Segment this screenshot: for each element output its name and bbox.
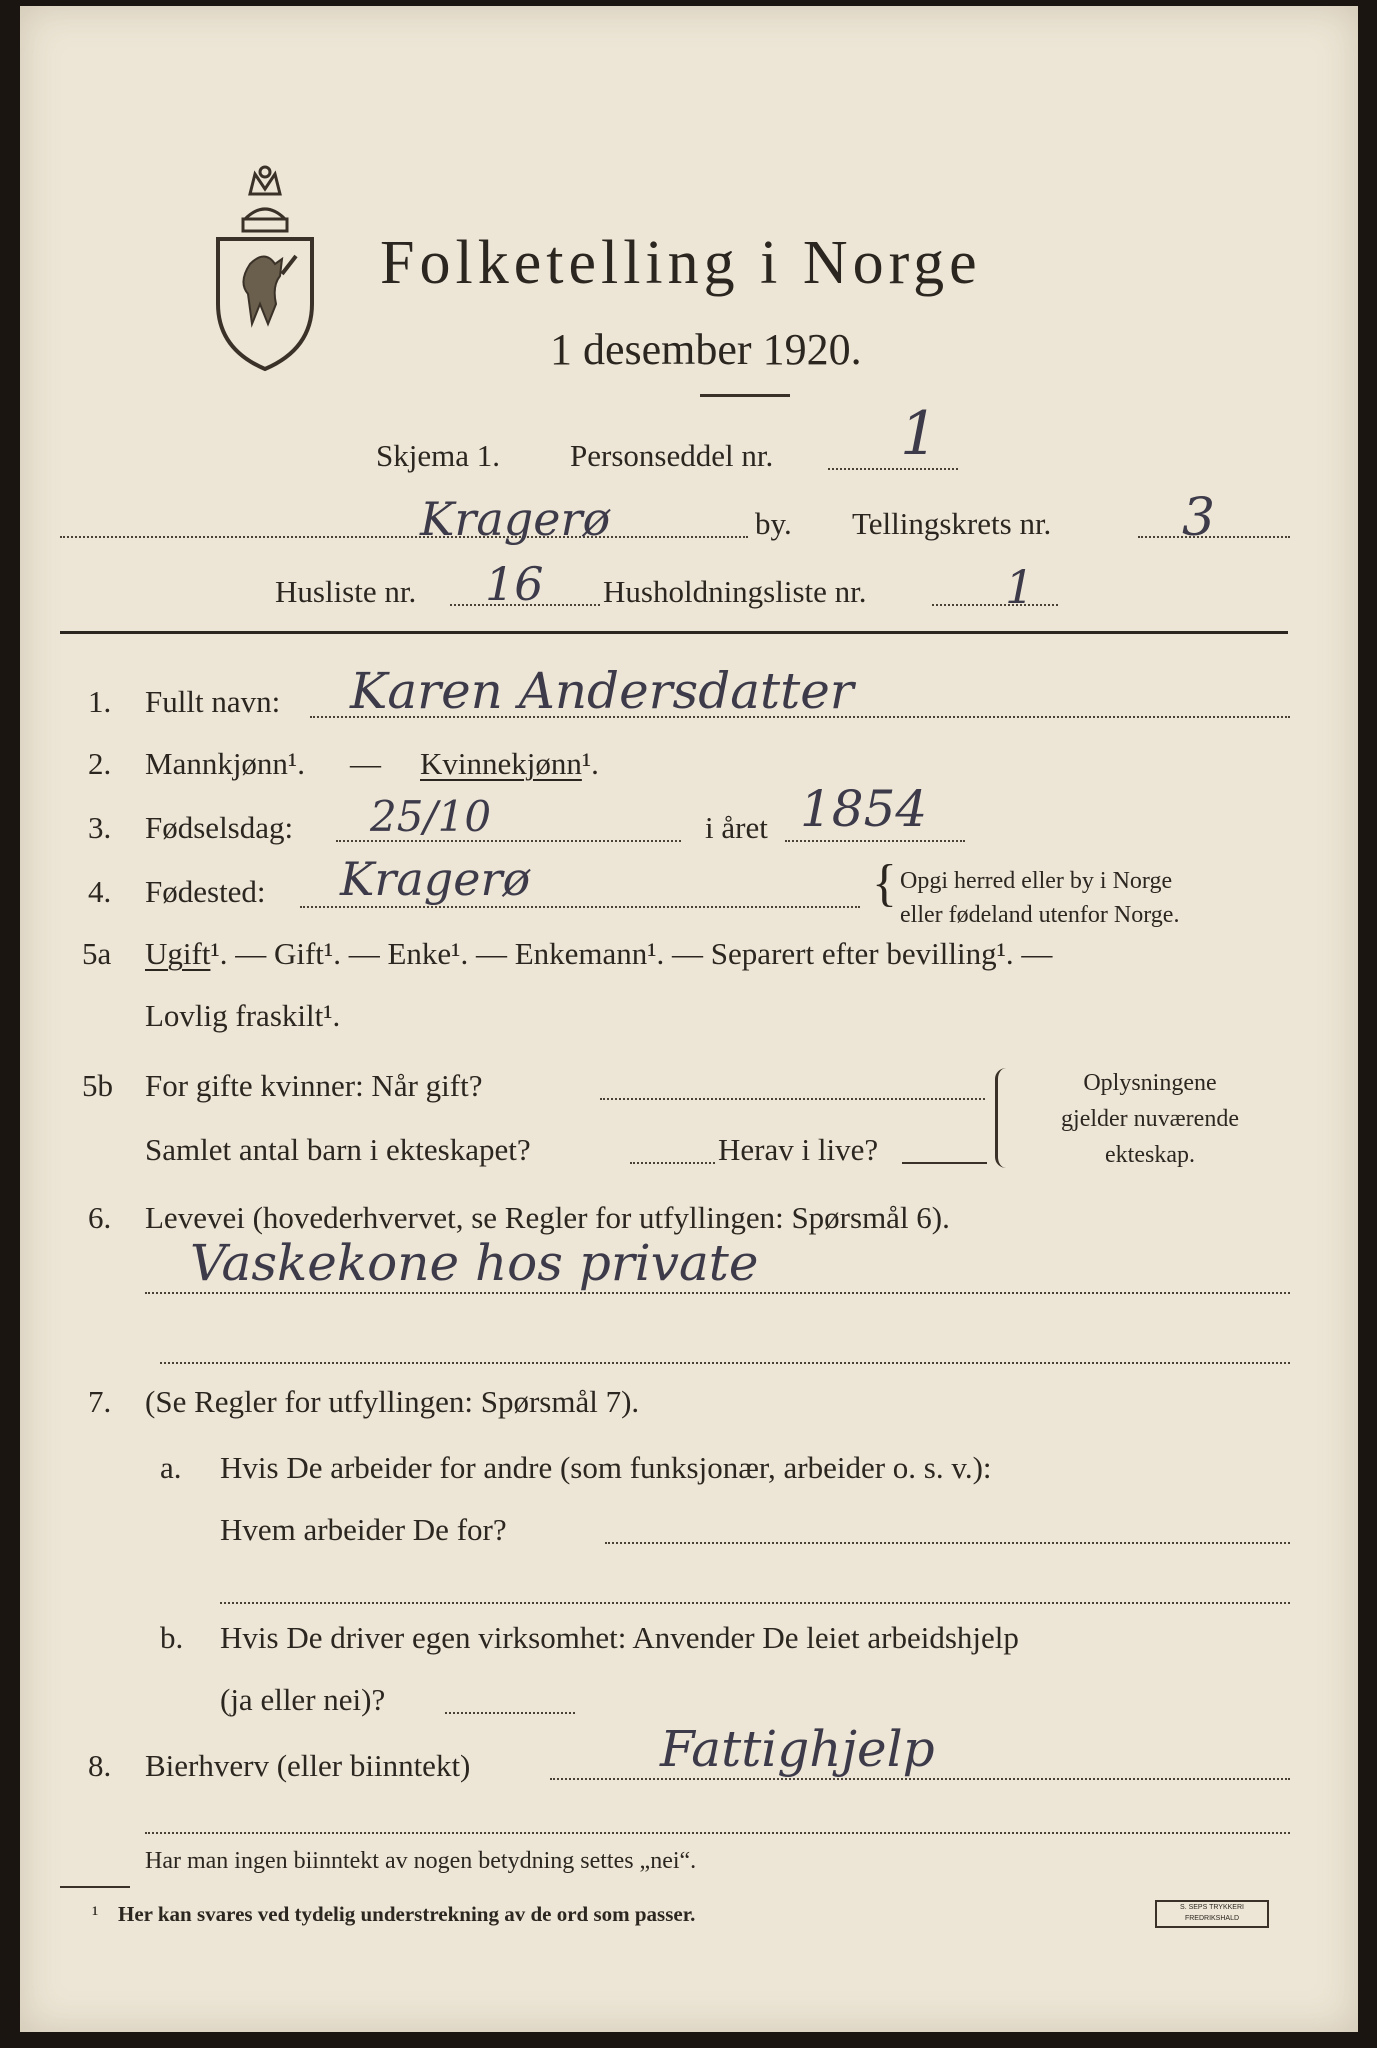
tellingskrets-label: Tellingskrets nr. [852,506,1052,541]
birthday-value[interactable]: 25/10 [370,792,492,841]
year-label: i året [705,810,768,845]
female-option[interactable]: Kvinnekjønn [420,746,582,781]
q4-note-2: eller fødeland utenfor Norge. [900,902,1180,928]
header-rule [60,631,1288,634]
employer-line-1[interactable] [605,1542,1290,1544]
q5b-number: 5b [82,1068,113,1103]
side-income-value[interactable]: Fattighjelp [660,1720,935,1778]
census-form [20,6,1358,2032]
q7a-line-2: Hvem arbeider De for? [220,1512,507,1547]
personseddel-label: Personseddel nr. [570,438,774,473]
q5b-note-1: Oplysningene [1083,1070,1217,1096]
coat-of-arms-icon [210,164,320,374]
husliste-value[interactable]: 16 [485,557,544,611]
personseddel-value[interactable]: 1 [900,399,939,469]
q7a-letter: a. [160,1450,182,1485]
printer-stamp-line-2: FREDRIKSHALD [1184,1915,1240,1922]
printer-stamp-line-1: S. SEPS TRYKKERI [1180,1904,1244,1911]
year-line [785,840,965,842]
q1-number: 1. [88,684,112,719]
q4-note-1: Opgi herred eller by i Norge [900,868,1173,894]
birth-year-value[interactable]: 1854 [800,780,928,838]
occupation-value[interactable]: Vaskekone hos private [190,1234,759,1292]
q4-number: 4. [88,874,112,909]
form-title: Folketelling i Norge [380,229,982,297]
tellingskrets-value[interactable]: 3 [1182,488,1216,548]
alive-count-line[interactable] [902,1162,987,1164]
q5b-label-3: Herav i live? [718,1132,879,1167]
printer-stamp [1155,1900,1269,1928]
q1-label: Fullt navn: [145,684,281,719]
q5a-number: 5a [82,936,112,971]
birthplace-value[interactable]: Kragerø [340,852,531,906]
q7b-line-1: Hvis De driver egen virksomhet: Anvender De leiet arbeidshjelp [220,1620,1019,1655]
q6-line-2[interactable] [160,1362,1290,1364]
footnote-rule [60,1886,130,1888]
q5b-label-2: Samlet antal barn i ekteskapet? [145,1132,531,1167]
q7b-letter: b. [160,1620,184,1655]
q7a-line-1: Hvis De arbeider for andre (som funksjonær, arbeider o. s. v.): [220,1450,992,1485]
lovlig-fraskilt-option[interactable]: Lovlig fraskilt¹. [145,998,341,1033]
q5b-note-2: gjelder nuværende [1061,1106,1239,1132]
by-line [60,536,748,538]
q8-label: Bierhverv (eller biinntekt) [145,1748,471,1783]
q7-label: (Se Regler for utfyllingen: Spørsmål 7). [145,1384,640,1419]
q3-number: 3. [88,810,112,845]
husholdning-label: Husholdningsliste nr. [603,574,867,609]
q7-number: 7. [88,1384,112,1419]
q6-label: Levevei (hovederhvervet, se Regler for utfyllingen: Spørsmål 6). [145,1200,950,1235]
q6-number: 6. [88,1200,112,1235]
q4-line [300,906,860,908]
q5b-label-1: For gifte kvinner: Når gift? [145,1068,483,1103]
husholdning-line [932,604,1058,606]
q7b-line-2: (ja eller nei)? [220,1682,386,1717]
footnote-mark: ¹ [92,1902,99,1926]
married-date-line[interactable] [600,1098,985,1100]
full-name-value[interactable]: Karen Andersdatter [350,662,854,720]
marital-options[interactable]: ¹. — Gift¹. — Enke¹. — Enkemann¹. — Separert efter bevilling¹. — [210,936,1053,971]
q2-separator: — [350,746,381,781]
q6-line-1 [145,1292,1290,1294]
husholdning-value[interactable]: 1 [1005,560,1035,614]
q8-line-2[interactable] [145,1832,1290,1834]
by-value[interactable]: Kragerø [420,492,611,546]
husliste-label: Husliste nr. [275,574,417,609]
q3-label: Fødselsdag: [145,810,294,845]
q4-brace: { [872,855,897,912]
hired-help-line[interactable] [445,1712,575,1714]
male-option[interactable]: Mannkjønn¹. [145,746,305,781]
q4-label: Fødested: [145,874,266,909]
title-rule [700,394,790,397]
q5b-note-3: ekteskap. [1105,1142,1195,1168]
q5b-bracket [995,1068,1006,1168]
footnote-text: Her kan svares ved tydelig understrekning av de ord som passer. [118,1902,696,1926]
q8-number: 8. [88,1748,112,1783]
ugift-option[interactable]: Ugift [145,936,211,971]
q2-number: 2. [88,746,112,781]
q8-line-1 [550,1778,1290,1780]
children-count-line[interactable] [630,1162,715,1164]
census-date: 1 desember 1920. [550,325,862,374]
by-label: by. [755,506,792,541]
skjema-label: Skjema 1. [376,438,500,473]
employer-line-2[interactable] [220,1602,1290,1604]
female-sup: ¹. [581,746,599,781]
personseddel-line [828,468,958,470]
nei-note: Har man ingen biinntekt av nogen betydning settes „nei“. [145,1848,697,1874]
